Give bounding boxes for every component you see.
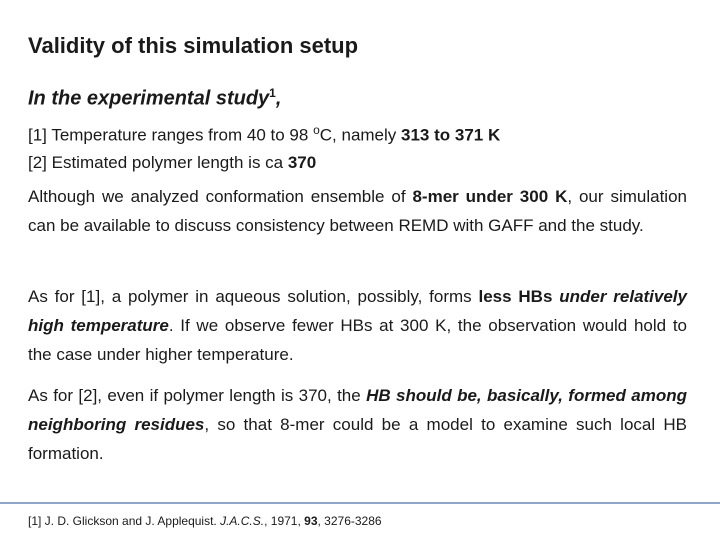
note-length-emph: 370 [287,152,317,172]
paragraph-temperature-emph2: under relatively high temperature [28,287,687,335]
footer-divider [0,502,720,504]
paragraph-length-emph: HB should be, basically, formed among neighboring residues [28,386,687,434]
intro-text: In the experimental study [28,87,270,110]
degree-symbol: o [313,123,320,137]
intro-heading [28,86,281,111]
paragraph-conformation [28,182,687,240]
paragraph-temperature-emph1: less HBs [478,287,553,306]
note-length [28,149,698,176]
paragraph-conformation-rest: , our simulation can be available to discuss consistency between REMD with GAFF and the study. [28,187,687,235]
paragraph-conformation-lead: Although we analyzed conformation ensemble of [28,187,413,206]
footnote-authors: [1] J. D. Glickson and J. Applequist. [28,514,221,528]
intro-suffix: , [275,87,282,110]
slide-title: Validity of this simulation setup [28,33,359,58]
footnote-pages: , 3276-3286 [317,514,382,528]
footnote-reference [28,513,382,529]
paragraph-length [28,381,687,468]
paragraph-length-rest: , so that 8-mer could be a model to examine such local HB formation. [28,415,687,463]
paragraph-conformation-emph: 8-mer under 300 K [412,187,568,206]
footnote-journal: J.A.C.S. [220,514,265,528]
note-length-label: [2] Estimated polymer length is ca [28,152,288,172]
footnote-volume: 93 [304,514,318,528]
paragraph-temperature-lead: As for [1], a polymer in aqueous solution, possibly, forms [28,287,479,306]
experiment-notes [28,117,698,176]
footnote-year: , 1971, [264,514,305,528]
note-temperature-unit: C, namely [319,125,402,145]
note-temperature-emph: 313 to 371 K [401,125,501,145]
note-temperature-label: [1] Temperature ranges from 40 to 98 [28,125,314,145]
note-temperature [28,117,698,149]
paragraph-length-lead: As for [2], even if polymer length is 370, the [28,386,367,405]
paragraph-temperature-rest: . If we observe fewer HBs at 300 K, the observation would hold to the case under higher temperature. [28,316,687,364]
intro-superscript: 1 [269,86,276,100]
paragraph-temperature [28,282,687,369]
